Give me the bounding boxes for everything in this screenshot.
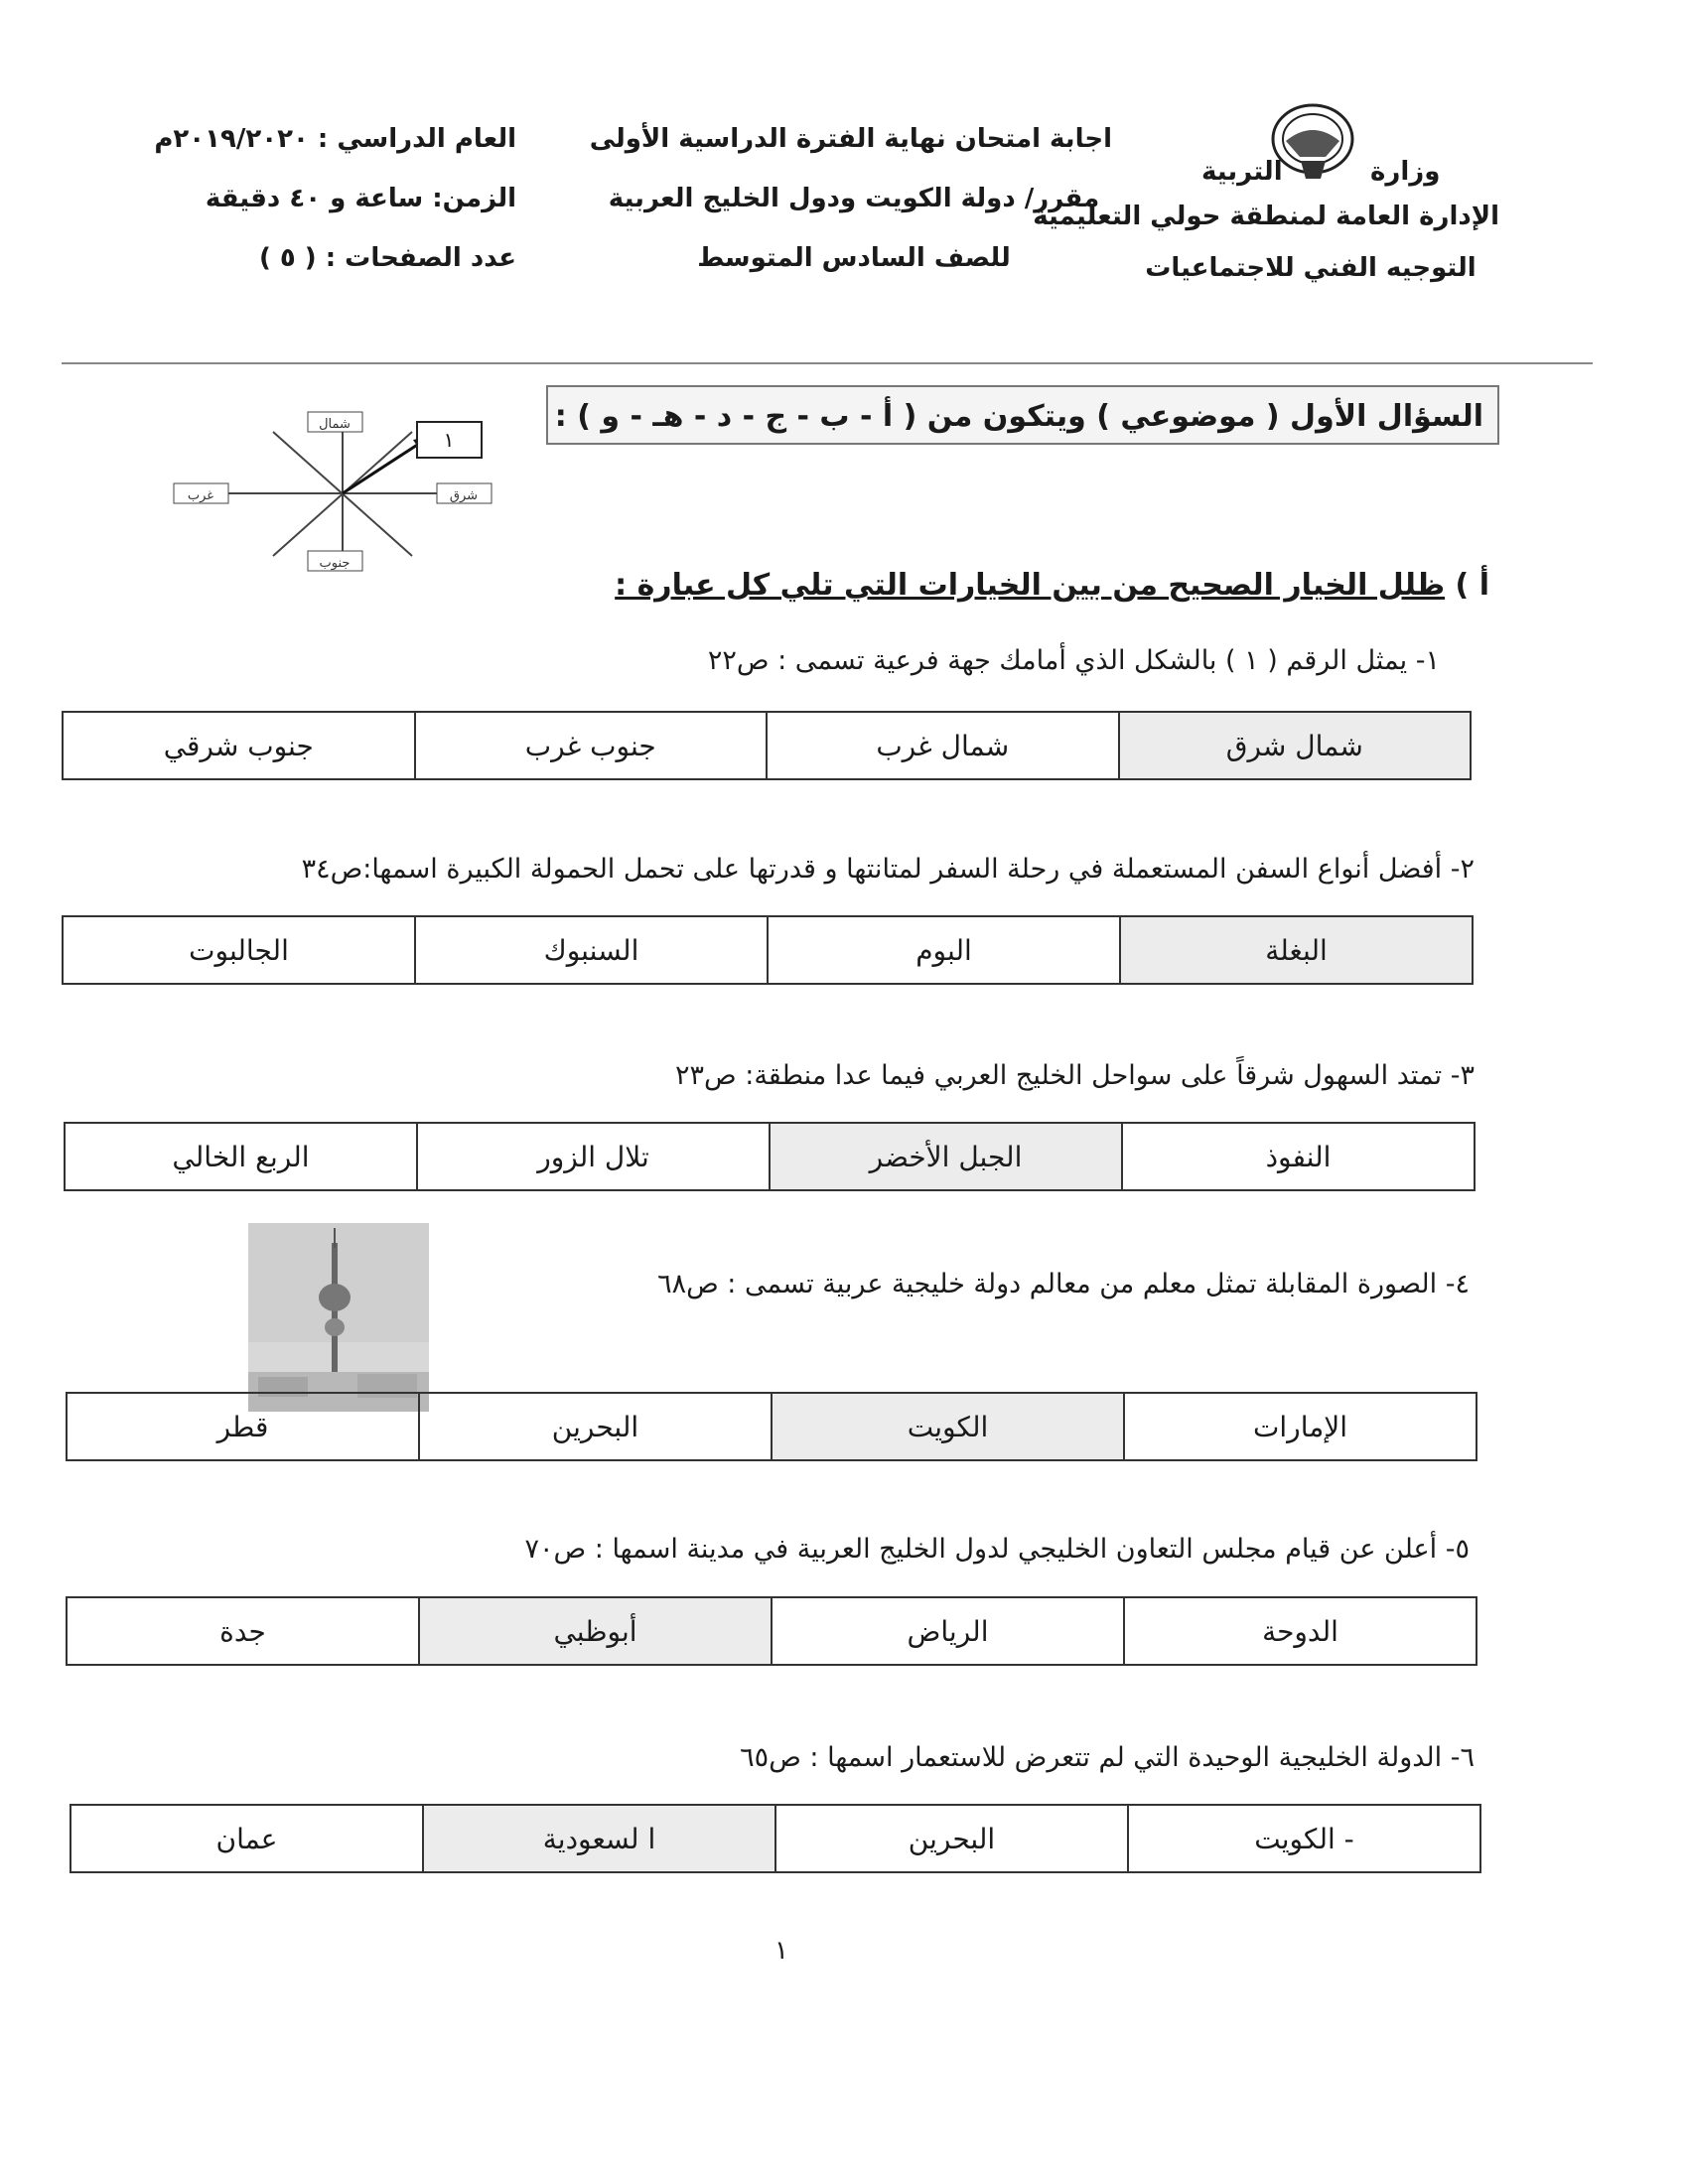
- question-1-title: السؤال الأول ( موضوعي ) ويتكون من ( أ - ب - ج - د - هـ - و ) :: [546, 385, 1499, 445]
- options-table-4: [66, 1392, 1477, 1461]
- option-5-b[interactable]: الرياض: [772, 1597, 1124, 1665]
- option-4-a[interactable]: الإمارات: [1124, 1393, 1477, 1460]
- options-table-3: [64, 1122, 1476, 1191]
- option-4-b[interactable]: الكويت: [772, 1393, 1124, 1460]
- department-line: التوجيه الفني للاجتماعيات: [1145, 253, 1477, 283]
- section-a-heading: [596, 568, 1489, 603]
- exam-duration: الزمن: ساعة و ٤٠ دقيقة: [205, 184, 516, 213]
- grade-line: للصف السادس المتوسط: [697, 243, 1011, 273]
- header-divider: [62, 362, 1593, 364]
- question-item-5: ٥- أعلن عن قيام مجلس التعاون الخليجي لدول الخليج العربية في مدينة اسمها : ص٧٠: [524, 1534, 1470, 1565]
- option-5-a[interactable]: الدوحة: [1124, 1597, 1477, 1665]
- option-6-b[interactable]: البحرين: [775, 1805, 1128, 1872]
- options-table-2: [62, 915, 1474, 985]
- ministry-word-2: التربية: [1201, 157, 1283, 187]
- exam-info-block: [589, 109, 1112, 288]
- options-table-6: [70, 1804, 1481, 1873]
- landmark-photo: [248, 1223, 429, 1412]
- option-1-b[interactable]: شمال غرب: [767, 712, 1119, 779]
- question-item-4: ٤- الصورة المقابلة تمثل معلم من معالم دولة خليجية عربية تسمى : ص٦٨: [657, 1269, 1470, 1299]
- compass-south-label: جنوب: [319, 556, 351, 571]
- page-count: عدد الصفحات : ( ٥ ): [258, 243, 516, 273]
- option-2-d[interactable]: الجالبوت: [63, 916, 415, 984]
- school-year: العام الدراسي : ٢٠١٩/٢٠٢٠م: [154, 124, 516, 154]
- option-2-c[interactable]: السنبوك: [415, 916, 768, 984]
- option-3-d[interactable]: الربع الخالي: [65, 1123, 417, 1190]
- option-1-c[interactable]: جنوب غرب: [415, 712, 768, 779]
- option-5-c[interactable]: أبوظبي: [419, 1597, 772, 1665]
- option-2-b[interactable]: البوم: [768, 916, 1120, 984]
- course-line: مقرر/ دولة الكويت ودول الخليج العربية: [608, 184, 1100, 213]
- exam-meta-block: [99, 109, 516, 288]
- options-table-5: [66, 1596, 1477, 1666]
- options-table-1: [62, 711, 1472, 780]
- section-a-instruction: ظلل الخيار الصحيح من بين الخيارات التي تلي كل عبارة :: [615, 568, 1446, 603]
- option-3-c[interactable]: تلال الزور: [417, 1123, 770, 1190]
- option-4-c[interactable]: البحرين: [419, 1393, 772, 1460]
- option-5-d[interactable]: جدة: [67, 1597, 419, 1665]
- option-3-b[interactable]: الجبل الأخضر: [770, 1123, 1122, 1190]
- exam-title: اجابة امتحان نهاية الفترة الدراسية الأولى: [589, 124, 1112, 154]
- option-6-d[interactable]: عمان: [70, 1805, 423, 1872]
- option-6-c[interactable]: ا لسعودية: [423, 1805, 775, 1872]
- option-1-a[interactable]: شمال شرق: [1119, 712, 1472, 779]
- compass-marker-label: ١: [443, 428, 455, 452]
- question-item-6: ٦- الدولة الخليجية الوحيدة التي لم تتعرض للاستعمار اسمها : ص٦٥: [740, 1742, 1475, 1773]
- question-item-3: ٣- تمتد السهول شرقاً على سواحل الخليج العربي فيما عدا منطقة: ص٢٣: [674, 1060, 1475, 1091]
- page-number: ١: [774, 1936, 788, 1966]
- option-6-a[interactable]: - الكويت: [1128, 1805, 1480, 1872]
- question-item-1: ١- يمثل الرقم ( ١ ) بالشكل الذي أمامك جهة فرعية تسمى : ص٢٢: [707, 645, 1440, 676]
- ministry-block: [1033, 191, 1499, 294]
- option-4-d[interactable]: قطر: [67, 1393, 419, 1460]
- compass-diagram: [169, 402, 516, 586]
- directorate-line: الإدارة العامة لمنطقة حولي التعليمية: [1033, 202, 1499, 231]
- ministry-word-1: وزارة: [1370, 157, 1441, 187]
- section-a-prefix: أ ): [1455, 568, 1489, 603]
- compass-north-label: شمال: [319, 417, 351, 432]
- option-3-a[interactable]: النفوذ: [1122, 1123, 1475, 1190]
- compass-east-label: شرق: [449, 488, 479, 503]
- compass-west-label: غرب: [187, 488, 214, 503]
- option-1-d[interactable]: جنوب شرقي: [63, 712, 415, 779]
- option-2-a[interactable]: البغلة: [1120, 916, 1473, 984]
- question-item-2: ٢- أفضل أنواع السفن المستعملة في رحلة السفر لمتانتها و قدرتها على تحمل الحمولة الكبيرة اسمها:ص٣٤: [301, 854, 1475, 885]
